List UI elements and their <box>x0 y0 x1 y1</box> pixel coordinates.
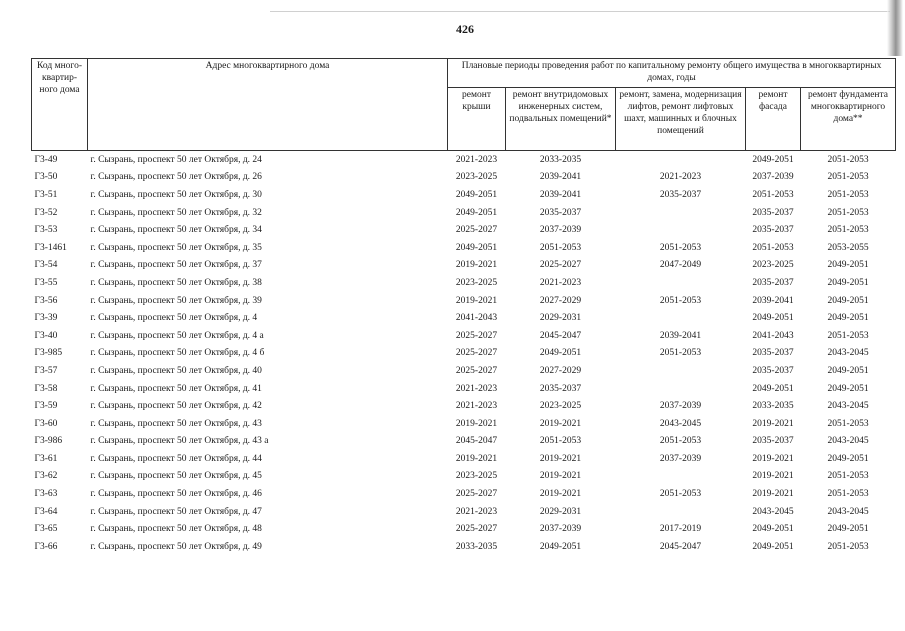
table-row <box>32 415 896 433</box>
cell-systems: 2035-2037 <box>539 207 582 218</box>
cell-facade: 2039-2041 <box>752 295 794 306</box>
cell-systems: 2021-2023 <box>539 277 582 288</box>
cell-facade: 2035-2037 <box>752 207 794 218</box>
cell-elevators <box>616 380 746 398</box>
cell-address: г. Сызрань, проспект 50 лет Октября, д. 37 <box>90 260 262 271</box>
cell-facade: 2049-2051 <box>752 541 794 552</box>
cell-systems: 2033-2035 <box>539 154 582 165</box>
cell-facade: 2049-2051 <box>752 154 794 165</box>
header-roof: ремонт крыши <box>448 88 506 151</box>
cell-address: г. Сызрань, проспект 50 лет Октября, д. 41 <box>90 383 262 394</box>
cell-elevators <box>616 221 746 239</box>
cell-roof: 2019-2021 <box>455 418 498 429</box>
cell-elevators: 2043-2045 <box>659 418 702 429</box>
cell-foundation: 2043-2045 <box>827 506 869 517</box>
cell-roof: 2021-2023 <box>455 383 498 394</box>
header-foundation: ремонт фундамента многоквартирного дома** <box>801 88 896 151</box>
cell-facade: 2051-2053 <box>752 189 794 200</box>
cell-systems: 2039-2041 <box>539 189 582 200</box>
cell-code: Г3-53 <box>34 225 58 236</box>
cell-address: г. Сызрань, проспект 50 лет Октября, д. 45 <box>90 471 262 482</box>
table-row <box>32 380 896 398</box>
cell-elevators: 2047-2049 <box>659 260 702 271</box>
cell-facade: 2035-2037 <box>752 365 794 376</box>
cell-elevators: 2045-2047 <box>659 541 702 552</box>
table-row <box>32 520 896 538</box>
cell-roof: 2041-2043 <box>455 313 498 324</box>
cell-systems: 2037-2039 <box>539 225 582 236</box>
cell-foundation: 2051-2053 <box>827 330 869 341</box>
cell-systems: 2023-2025 <box>539 401 582 412</box>
cell-address: г. Сызрань, проспект 50 лет Октября, д. 40 <box>90 365 262 376</box>
cell-address: г. Сызрань, проспект 50 лет Октября, д. 39 <box>90 295 262 306</box>
cell-facade: 2019-2021 <box>752 418 794 429</box>
cell-code: Г3-39 <box>34 313 58 324</box>
cell-facade: 2035-2037 <box>752 225 794 236</box>
cell-systems: 2019-2021 <box>539 453 582 464</box>
header-periods: Плановые периоды проведения работ по капитальному ремонту общего имущества в многоквартирных домах, годы <box>448 59 896 88</box>
cell-code: Г3-59 <box>34 401 58 412</box>
cell-elevators: 2021-2023 <box>659 172 702 183</box>
cell-facade: 2049-2051 <box>752 383 794 394</box>
table-row <box>32 292 896 310</box>
cell-facade: 2023-2025 <box>752 260 794 271</box>
cell-systems: 2037-2039 <box>539 524 582 535</box>
header-code: Код много-квартир-ного дома <box>32 59 88 151</box>
cell-address: г. Сызрань, проспект 50 лет Октября, д. 43 а <box>90 436 269 447</box>
header-elevators: ремонт, замена, модернизация лифтов, ремонт лифтовых шахт, машинных и блочных помещений <box>616 88 746 151</box>
cell-code: Г3-986 <box>34 436 63 447</box>
cell-systems: 2027-2029 <box>539 295 582 306</box>
cell-code: Г3-60 <box>34 418 58 429</box>
cell-elevators: 2051-2053 <box>659 436 702 447</box>
cell-systems: 2049-2051 <box>539 348 582 359</box>
cell-elevators: 2039-2041 <box>659 330 702 341</box>
table-header-row <box>32 59 896 88</box>
cell-foundation: 2051-2053 <box>827 541 869 552</box>
table-row <box>32 433 896 451</box>
cell-code: Г3-65 <box>34 524 58 535</box>
table-row <box>32 485 896 503</box>
cell-foundation: 2051-2053 <box>827 418 869 429</box>
cell-roof: 2023-2025 <box>455 277 498 288</box>
table-row <box>32 362 896 380</box>
cell-roof: 2025-2027 <box>455 489 498 500</box>
cell-elevators <box>616 362 746 380</box>
cell-elevators: 2017-2019 <box>659 524 702 535</box>
cell-roof: 2021-2023 <box>455 401 498 412</box>
table-row <box>32 345 896 363</box>
cell-address: г. Сызрань, проспект 50 лет Октября, д. 34 <box>90 225 262 236</box>
cell-address: г. Сызрань, проспект 50 лет Октября, д. 48 <box>90 524 262 535</box>
cell-elevators <box>616 309 746 327</box>
cell-code: Г3-57 <box>34 365 58 376</box>
cell-foundation: 2051-2053 <box>827 471 869 482</box>
cell-elevators: 2051-2053 <box>659 295 702 306</box>
cell-roof: 2023-2025 <box>455 471 498 482</box>
cell-elevators <box>616 274 746 292</box>
cell-systems: 2039-2041 <box>539 172 582 183</box>
cell-elevators <box>616 204 746 222</box>
table-row <box>32 327 896 345</box>
table-row <box>32 169 896 187</box>
cell-elevators: 2051-2053 <box>659 489 702 500</box>
cell-address: г. Сызрань, проспект 50 лет Октября, д. 46 <box>90 489 262 500</box>
cell-roof: 2049-2051 <box>455 242 498 253</box>
cell-address: г. Сызрань, проспект 50 лет Октября, д. 44 <box>90 453 262 464</box>
cell-systems: 2027-2029 <box>539 365 582 376</box>
cell-foundation: 2049-2051 <box>827 365 869 376</box>
cell-address: г. Сызрань, проспект 50 лет Октября, д. 47 <box>90 506 262 517</box>
cell-code: Г3-64 <box>34 506 58 517</box>
table-row <box>32 503 896 521</box>
cell-elevators: 2051-2053 <box>659 348 702 359</box>
cell-roof: 2019-2021 <box>455 295 498 306</box>
cell-roof: 2045-2047 <box>455 436 498 447</box>
cell-elevators <box>616 468 746 486</box>
cell-foundation: 2051-2053 <box>827 172 869 183</box>
cell-facade: 2037-2039 <box>752 172 794 183</box>
capital-repair-schedule-table <box>31 58 896 556</box>
cell-foundation: 2049-2051 <box>827 453 869 464</box>
cell-facade: 2033-2035 <box>752 401 794 412</box>
cell-foundation: 2051-2053 <box>827 189 869 200</box>
cell-code: Г3-1461 <box>34 242 67 253</box>
cell-address: г. Сызрань, проспект 50 лет Октября, д. 4 б <box>90 348 265 359</box>
cell-code: Г3-51 <box>34 189 58 200</box>
cell-systems: 2029-2031 <box>539 313 582 324</box>
table-row <box>32 239 896 257</box>
table-row <box>32 274 896 292</box>
cell-systems: 2045-2047 <box>539 330 582 341</box>
cell-facade: 2019-2021 <box>752 489 794 500</box>
cell-elevators <box>616 151 746 169</box>
cell-code: Г3-66 <box>34 541 58 552</box>
cell-systems: 2035-2037 <box>539 383 582 394</box>
cell-roof: 2021-2023 <box>455 154 498 165</box>
table-body <box>32 151 896 556</box>
cell-foundation: 2049-2051 <box>827 383 869 394</box>
cell-foundation: 2051-2053 <box>827 154 869 165</box>
cell-elevators: 2035-2037 <box>659 189 702 200</box>
cell-roof: 2023-2025 <box>455 172 498 183</box>
cell-foundation: 2043-2045 <box>827 348 869 359</box>
header-systems: ремонт внутридомовых инженерных систем, подвальных помещений* <box>506 88 616 151</box>
table-row <box>32 397 896 415</box>
cell-facade: 2035-2037 <box>752 277 794 288</box>
cell-facade: 2019-2021 <box>752 453 794 464</box>
cell-facade: 2051-2053 <box>752 242 794 253</box>
cell-roof: 2033-2035 <box>455 541 498 552</box>
cell-facade: 2049-2051 <box>752 524 794 535</box>
cell-foundation: 2049-2051 <box>827 524 869 535</box>
table-row <box>32 151 896 169</box>
cell-address: г. Сызрань, проспект 50 лет Октября, д. 4 <box>90 313 258 324</box>
cell-roof: 2019-2021 <box>455 260 498 271</box>
table-row <box>32 186 896 204</box>
cell-elevators <box>616 503 746 521</box>
cell-code: Г3-56 <box>34 295 58 306</box>
header-address: Адрес многоквартирного дома <box>88 59 448 151</box>
cell-address: г. Сызрань, проспект 50 лет Октября, д. 42 <box>90 401 262 412</box>
cell-code: Г3-58 <box>34 383 58 394</box>
cell-address: г. Сызрань, проспект 50 лет Октября, д. 30 <box>90 189 262 200</box>
cell-foundation: 2049-2051 <box>827 313 869 324</box>
cell-code: Г3-54 <box>34 260 58 271</box>
cell-facade: 2049-2051 <box>752 313 794 324</box>
cell-address: г. Сызрань, проспект 50 лет Октября, д. 38 <box>90 277 262 288</box>
cell-roof: 2025-2027 <box>455 225 498 236</box>
cell-foundation: 2049-2051 <box>827 277 869 288</box>
cell-roof: 2049-2051 <box>455 189 498 200</box>
cell-roof: 2025-2027 <box>455 330 498 341</box>
scan-top-edge <box>270 11 890 12</box>
cell-facade: 2043-2045 <box>752 506 794 517</box>
cell-foundation: 2051-2053 <box>827 207 869 218</box>
cell-systems: 2019-2021 <box>539 471 582 482</box>
header-facade: ремонт фасада <box>746 88 801 151</box>
cell-facade: 2035-2037 <box>752 436 794 447</box>
cell-systems: 2051-2053 <box>539 436 582 447</box>
table-row <box>32 221 896 239</box>
cell-facade: 2041-2043 <box>752 330 794 341</box>
table-row <box>32 450 896 468</box>
cell-foundation: 2049-2051 <box>827 260 869 271</box>
cell-address: г. Сызрань, проспект 50 лет Октября, д. 26 <box>90 172 262 183</box>
cell-systems: 2029-2031 <box>539 506 582 517</box>
cell-code: Г3-49 <box>34 154 58 165</box>
cell-systems: 2019-2021 <box>539 418 582 429</box>
table-row <box>32 538 896 556</box>
cell-foundation: 2043-2045 <box>827 401 869 412</box>
cell-foundation: 2049-2051 <box>827 295 869 306</box>
cell-code: Г3-985 <box>34 348 63 359</box>
cell-systems: 2051-2053 <box>539 242 582 253</box>
cell-address: г. Сызрань, проспект 50 лет Октября, д. 32 <box>90 207 262 218</box>
cell-systems: 2019-2021 <box>539 489 582 500</box>
table-row <box>32 309 896 327</box>
cell-code: Г3-40 <box>34 330 58 341</box>
cell-systems: 2049-2051 <box>539 541 582 552</box>
cell-code: Г3-63 <box>34 489 58 500</box>
cell-foundation: 2051-2053 <box>827 225 869 236</box>
cell-roof: 2049-2051 <box>455 207 498 218</box>
cell-foundation: 2051-2053 <box>827 489 869 500</box>
cell-facade: 2035-2037 <box>752 348 794 359</box>
cell-systems: 2025-2027 <box>539 260 582 271</box>
cell-address: г. Сызрань, проспект 50 лет Октября, д. 49 <box>90 541 262 552</box>
cell-address: г. Сызрань, проспект 50 лет Октября, д. 43 <box>90 418 262 429</box>
cell-code: Г3-50 <box>34 172 58 183</box>
cell-elevators: 2037-2039 <box>659 453 702 464</box>
cell-foundation: 2043-2045 <box>827 436 869 447</box>
cell-roof: 2025-2027 <box>455 348 498 359</box>
cell-code: Г3-61 <box>34 453 58 464</box>
cell-roof: 2025-2027 <box>455 524 498 535</box>
cell-address: г. Сызрань, проспект 50 лет Октября, д. 4 а <box>90 330 264 341</box>
cell-address: г. Сызрань, проспект 50 лет Октября, д. 35 <box>90 242 262 253</box>
page-number: 426 <box>456 22 474 36</box>
cell-code: Г3-62 <box>34 471 58 482</box>
cell-code: Г3-52 <box>34 207 58 218</box>
table-row <box>32 257 896 275</box>
cell-roof: 2021-2023 <box>455 506 498 517</box>
cell-roof: 2025-2027 <box>455 365 498 376</box>
cell-elevators: 2051-2053 <box>659 242 702 253</box>
cell-foundation: 2053-2055 <box>827 242 869 253</box>
cell-elevators: 2037-2039 <box>659 401 702 412</box>
cell-facade: 2019-2021 <box>752 471 794 482</box>
table-row <box>32 468 896 486</box>
cell-roof: 2019-2021 <box>455 453 498 464</box>
cell-code: Г3-55 <box>34 277 58 288</box>
cell-address: г. Сызрань, проспект 50 лет Октября, д. 24 <box>90 154 262 165</box>
table-row <box>32 204 896 222</box>
